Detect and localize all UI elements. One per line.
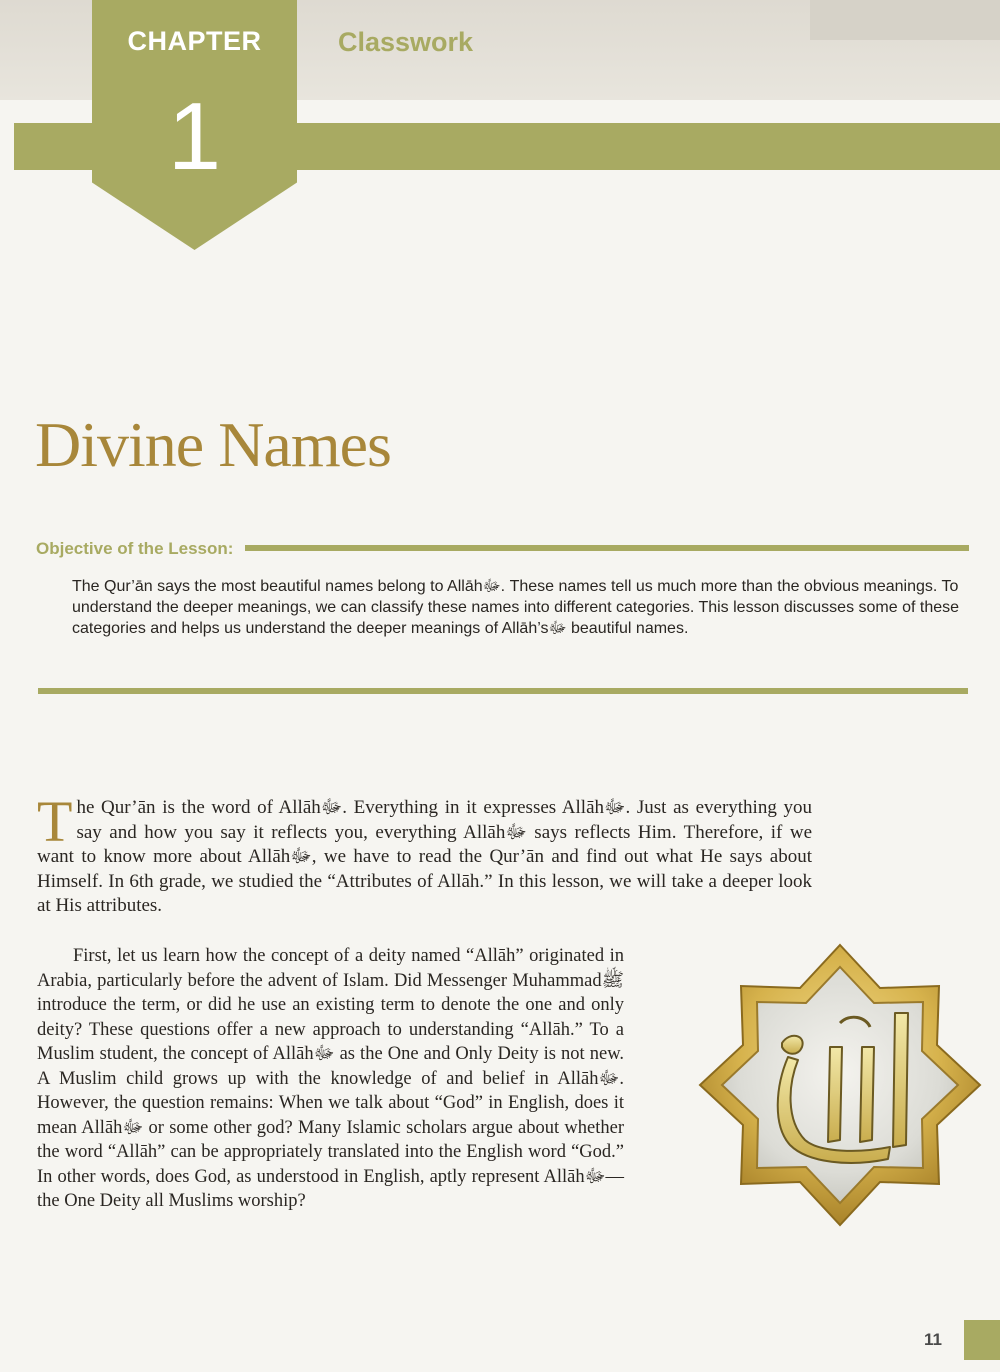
page-number: 11 <box>924 1330 942 1349</box>
header-olive-bar-gap <box>0 123 14 170</box>
octagram-calligraphy-icon <box>690 935 990 1235</box>
objective-label: Objective of the Lesson: <box>36 539 234 558</box>
chapter-label: CHAPTER <box>127 26 262 56</box>
objective-text: The Qur’ān says the most beautiful names belong to Allāhﷻ. These names tell us much more than the obvious meanings. To understand the deeper meanings, we can classify these names into different categories. This lesson discusses some of these categories and helps us understand the deeper meanings of Allāh’sﷻ beautiful names. <box>72 578 960 637</box>
drop-cap: T <box>37 789 73 854</box>
page-title: Divine Names <box>35 409 391 480</box>
body-paragraph-2: First, let us learn how the concept of a deity named “Allāh” originated in Arabia, particularly before the advent of Islam. Did Messenger Muhammadﷺ introduce the term, or did he use an existing term to denote the one and only deity? These questions offer a new approach to understanding “Allāh.” To a Muslim student, the concept of Allāhﷻ as the One and Only Deity is not new. A Muslim child grows up with the knowledge of and belief in Allāhﷻ. However, the question remains: When we talk about “God” in English, does it mean Allāhﷻ or some other god? Many Islamic scholars argue about whether the word “Allāh” can be appropriately translated into the English word “God.” In other words, does God, as understood in English, aptly represent Allāhﷻ—the One Deity all Muslims worship? <box>37 946 625 1211</box>
chapter-number: 1 <box>167 83 222 190</box>
section-label: Classwork <box>338 27 474 57</box>
objective-rule-top <box>245 545 969 551</box>
header-band-accent <box>810 0 1000 40</box>
octagram-illustration <box>690 935 990 1235</box>
body-paragraph-1 <box>37 789 813 919</box>
objective-rule-bottom <box>38 688 968 694</box>
page-tab <box>964 1320 1000 1360</box>
paragraph-1-text: he Qur’ān is the word of Allāhﷻ. Everything in it expresses Allāhﷻ. Just as everything you say and how you say it reflects you, everything Allāhﷻ says reflects Him. Therefore, if we want to know more about Allāhﷻ, we have to read the Qur’ān and find out what He says about Himself. In 6th grade, we studied the “Attributes of Allāh.” In this lesson, we will take a deeper look at His attributes. <box>37 797 813 916</box>
